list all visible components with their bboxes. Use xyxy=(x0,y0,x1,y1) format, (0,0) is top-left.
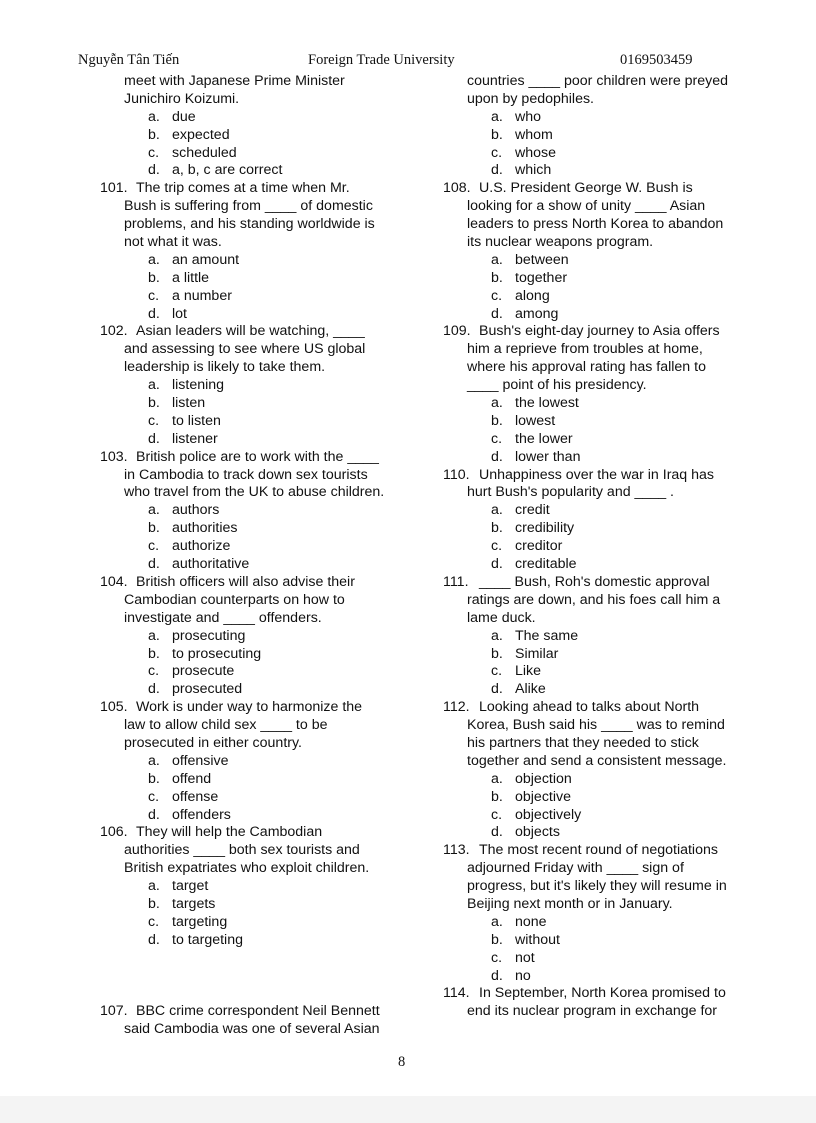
question-number: 108. xyxy=(443,180,471,197)
option-letter: a. xyxy=(148,108,160,125)
option-letter: a. xyxy=(491,627,503,644)
option-text: prosecuted xyxy=(172,681,243,698)
option-text: offensive xyxy=(172,752,229,769)
header-author: Nguyễn Tân Tiến xyxy=(78,52,180,68)
option-letter: d. xyxy=(148,162,160,179)
header-school: Foreign Trade University xyxy=(308,52,455,68)
question-text: Work is under way to harmonize the xyxy=(136,699,363,716)
option-text: offend xyxy=(172,770,212,787)
question-text-line: progress, but it's likely they will resume in xyxy=(467,878,727,895)
answer-option xyxy=(100,789,400,807)
option-text: a little xyxy=(172,269,210,286)
answer-option xyxy=(443,413,743,431)
option-letter: d. xyxy=(491,556,503,573)
question-text-line: together and send a consistent message. xyxy=(467,752,727,769)
option-text: authors xyxy=(172,502,220,519)
option-text: offenders xyxy=(172,806,231,823)
question-text-line: him a reprieve from troubles at home, xyxy=(467,341,703,358)
question-text-line: meet with Japanese Prime Minister xyxy=(124,73,345,89)
option-letter: c. xyxy=(148,788,160,805)
option-letter: b. xyxy=(491,412,503,429)
option-letter: a. xyxy=(148,377,160,394)
question-text-line: his partners that they needed to stick xyxy=(467,734,699,751)
header-phone: 0169503459 xyxy=(620,52,693,68)
option-text: to targeting xyxy=(172,931,243,948)
option-text: among xyxy=(515,305,559,322)
option-text: objection xyxy=(515,770,572,787)
option-text: prosecuting xyxy=(172,627,246,644)
question-text-line: Junichiro Koizumi. xyxy=(124,90,240,107)
option-text: creditor xyxy=(515,538,563,555)
option-text: Similar xyxy=(515,645,559,662)
option-text: creditable xyxy=(515,556,577,573)
answer-option xyxy=(443,449,743,467)
option-text: credibility xyxy=(515,520,575,537)
answer-option xyxy=(100,413,400,431)
question-text-line: law to allow child sex ____ to be xyxy=(124,717,328,734)
option-text: not xyxy=(515,949,535,966)
option-text: along xyxy=(515,287,550,304)
option-text: the lowest xyxy=(515,395,579,412)
question-text-line: ratings are down, and his foes call him a xyxy=(467,591,721,608)
option-letter: d. xyxy=(148,681,160,698)
answer-option xyxy=(100,628,400,646)
answer-option xyxy=(443,252,743,270)
option-text: due xyxy=(172,108,196,125)
answer-option xyxy=(443,431,743,449)
answer-option xyxy=(100,395,400,413)
option-letter: c. xyxy=(491,144,503,161)
answer-option xyxy=(443,306,743,324)
answer-option xyxy=(443,502,743,520)
option-letter: b. xyxy=(491,126,503,143)
option-text: authorize xyxy=(172,538,231,555)
page-number: 8 xyxy=(398,1054,406,1070)
option-text: expected xyxy=(172,126,230,143)
question-text-line: countries ____ poor children were preyed xyxy=(467,73,729,89)
question-text-line: Korea, Bush said his ____ was to remind xyxy=(467,717,725,734)
option-text: credit xyxy=(515,502,550,519)
question-text: Looking ahead to talks about North xyxy=(479,699,700,716)
option-text: target xyxy=(172,878,209,895)
question-text-line: not what it was. xyxy=(124,234,222,251)
question-number: 107. xyxy=(100,1003,128,1020)
option-letter: b. xyxy=(148,269,160,286)
answer-option xyxy=(100,306,400,324)
question-text: Unhappiness over the war in Iraq has xyxy=(479,466,715,483)
option-letter: b. xyxy=(491,931,503,948)
answer-option xyxy=(443,646,743,664)
option-text: to prosecuting xyxy=(172,645,262,662)
question-text-line: and assessing to see where US global xyxy=(124,341,366,358)
option-letter: c. xyxy=(148,663,160,680)
question-text-line: adjourned Friday with ____ sign of xyxy=(467,860,684,877)
question-text: British police are to work with the ____ xyxy=(136,448,379,465)
answer-option xyxy=(443,109,743,127)
answer-option xyxy=(100,377,400,395)
answer-option xyxy=(100,520,400,538)
question-text-line: its nuclear weapons program. xyxy=(467,234,654,251)
option-letter: b. xyxy=(491,788,503,805)
option-letter: d. xyxy=(148,806,160,823)
option-letter: c. xyxy=(148,538,160,555)
option-text: who xyxy=(515,108,542,125)
question-first-line xyxy=(100,1003,400,1021)
question-text-line: authorities ____ both sex tourists and xyxy=(124,842,360,859)
answer-option xyxy=(100,109,400,127)
option-letter: d. xyxy=(491,967,503,984)
question-number: 110. xyxy=(443,466,470,483)
option-letter: d. xyxy=(491,824,503,841)
option-text: to listen xyxy=(172,412,221,429)
option-letter: c. xyxy=(148,412,160,429)
option-text: targets xyxy=(172,895,216,912)
question-text: The trip comes at a time when Mr. xyxy=(136,180,350,197)
question-first-line xyxy=(443,842,743,860)
option-letter: a. xyxy=(491,502,503,519)
question-number: 106. xyxy=(100,824,128,841)
option-text: none xyxy=(515,913,547,930)
option-letter: c. xyxy=(491,949,503,966)
option-text: authoritative xyxy=(172,556,250,573)
answer-option xyxy=(100,252,400,270)
option-letter: a. xyxy=(491,913,503,930)
answer-option xyxy=(443,395,743,413)
option-letter: c. xyxy=(491,806,503,823)
answer-option xyxy=(443,807,743,825)
question-number: 112. xyxy=(443,699,470,716)
option-letter: a. xyxy=(491,251,503,268)
option-text: together xyxy=(515,269,568,286)
answer-option xyxy=(443,932,743,950)
option-letter: c. xyxy=(491,538,503,555)
question-text-line: Beijing next month or in January. xyxy=(467,895,673,912)
answer-option xyxy=(100,807,400,825)
question-text-line: said Cambodia was one of several Asian xyxy=(124,1021,380,1038)
option-letter: a. xyxy=(148,502,160,519)
answer-option xyxy=(443,914,743,932)
question-text-line: leaders to press North Korea to abandon xyxy=(467,216,724,233)
option-text: listener xyxy=(172,430,218,447)
option-text: the lower xyxy=(515,430,573,447)
answer-option xyxy=(100,162,400,180)
option-text: a, b, c are correct xyxy=(172,162,283,179)
question-text-line: prosecuted in either country. xyxy=(124,734,302,751)
answer-option xyxy=(443,663,743,681)
page-header xyxy=(0,52,816,70)
option-letter: d. xyxy=(491,305,503,322)
question-number: 104. xyxy=(100,573,128,590)
option-letter: a. xyxy=(491,395,503,412)
question-first-line xyxy=(100,180,400,198)
answer-option xyxy=(443,681,743,699)
option-letter: b. xyxy=(148,395,160,412)
question-first-line xyxy=(100,699,400,717)
question-text-line: Bush is suffering from ____ of domestic xyxy=(124,198,373,215)
option-text: objectively xyxy=(515,806,582,823)
option-letter: c. xyxy=(148,144,160,161)
question-text-line: hurt Bush's popularity and ____ . xyxy=(467,484,674,501)
question-first-line xyxy=(443,574,743,592)
answer-option xyxy=(100,431,400,449)
option-text: prosecute xyxy=(172,663,235,680)
option-letter: d. xyxy=(148,931,160,948)
answer-option xyxy=(443,556,743,574)
answer-option xyxy=(100,932,400,950)
question-number: 109. xyxy=(443,323,471,340)
option-letter: b. xyxy=(148,520,160,537)
answer-option xyxy=(100,681,400,699)
option-letter: a. xyxy=(148,251,160,268)
option-text: lower than xyxy=(515,448,581,465)
option-letter: c. xyxy=(491,287,503,304)
question-text: ____ Bush, Roh's domestic approval xyxy=(479,573,710,590)
answer-option xyxy=(100,771,400,789)
question-text-line: upon by pedophiles. xyxy=(467,90,595,107)
question-number: 101. xyxy=(100,180,128,197)
option-letter: b. xyxy=(148,645,160,662)
question-text-line: in Cambodia to track down sex tourists xyxy=(124,466,368,483)
option-text: between xyxy=(515,251,569,268)
option-text: lot xyxy=(172,305,187,322)
question-number: 105. xyxy=(100,699,128,716)
option-text: no xyxy=(515,967,531,984)
question-number: 103. xyxy=(100,448,128,465)
option-letter: a. xyxy=(491,108,503,125)
answer-option xyxy=(100,127,400,145)
question-first-line xyxy=(443,180,743,198)
answer-option xyxy=(100,502,400,520)
answer-option xyxy=(100,914,400,932)
answer-option xyxy=(100,538,400,556)
question-first-line xyxy=(443,467,743,485)
question-text-line: looking for a show of unity ____ Asian xyxy=(467,198,706,215)
option-text: targeting xyxy=(172,913,228,930)
answer-option xyxy=(100,288,400,306)
question-text-line: end its nuclear program in exchange for xyxy=(467,1003,717,1020)
column-gap xyxy=(100,950,400,1004)
option-letter: a. xyxy=(148,752,160,769)
right-column xyxy=(443,73,743,1021)
question-first-line xyxy=(443,323,743,341)
question-first-line xyxy=(100,449,400,467)
option-letter: c. xyxy=(148,287,160,304)
question-first-line xyxy=(100,824,400,842)
page-bottom-edge xyxy=(0,1096,816,1123)
option-text: without xyxy=(515,931,560,948)
option-text: listen xyxy=(172,395,206,412)
option-text: offense xyxy=(172,788,219,805)
answer-option xyxy=(443,270,743,288)
option-letter: d. xyxy=(148,556,160,573)
question-text-line: leadership is likely to take them. xyxy=(124,359,326,376)
option-letter: c. xyxy=(491,663,503,680)
question-text-line: investigate and ____ offenders. xyxy=(124,609,322,626)
answer-option xyxy=(443,288,743,306)
option-letter: d. xyxy=(491,681,503,698)
question-text-line: Cambodian counterparts on how to xyxy=(124,591,345,608)
option-text: Alike xyxy=(515,681,546,698)
option-text: whose xyxy=(515,144,557,161)
answer-option xyxy=(443,538,743,556)
answer-option xyxy=(443,127,743,145)
question-first-line xyxy=(100,323,400,341)
question-first-line xyxy=(443,985,743,1003)
question-text-line: ____ point of his presidency. xyxy=(467,377,647,394)
option-letter: d. xyxy=(148,305,160,322)
question-text: The most recent round of negotiations xyxy=(479,842,718,859)
option-letter: b. xyxy=(148,770,160,787)
answer-option xyxy=(443,789,743,807)
option-text: lowest xyxy=(515,412,556,429)
question-number: 111. xyxy=(443,573,469,590)
question-text-line: problems, and his standing worldwide is xyxy=(124,216,375,233)
question-text: They will help the Cambodian xyxy=(136,824,323,841)
answer-option xyxy=(443,771,743,789)
option-letter: b. xyxy=(148,895,160,912)
answer-option xyxy=(443,950,743,968)
option-letter: c. xyxy=(148,913,160,930)
option-letter: b. xyxy=(491,520,503,537)
question-text: BBC crime correspondent Neil Bennett xyxy=(136,1003,380,1020)
option-letter: c. xyxy=(491,430,503,447)
option-text: a number xyxy=(172,287,232,304)
option-text: objective xyxy=(515,788,571,805)
option-letter: d. xyxy=(148,430,160,447)
option-text: which xyxy=(515,162,552,179)
option-text: The same xyxy=(515,627,579,644)
answer-option xyxy=(443,824,743,842)
question-first-line xyxy=(443,699,743,717)
answer-option xyxy=(100,646,400,664)
answer-option xyxy=(100,896,400,914)
question-text: In September, North Korea promised to xyxy=(479,985,726,1002)
option-text: authorities xyxy=(172,520,238,537)
question-text: Bush's eight-day journey to Asia offers xyxy=(479,323,720,340)
question-text-line: where his approval rating has fallen to xyxy=(467,359,706,376)
option-letter: d. xyxy=(491,448,503,465)
answer-option xyxy=(100,270,400,288)
question-text-line: lame duck. xyxy=(467,609,536,626)
option-letter: a. xyxy=(148,627,160,644)
question-number: 113. xyxy=(443,842,470,859)
question-text-line: who travel from the UK to abuse children. xyxy=(124,484,385,501)
option-text: scheduled xyxy=(172,144,237,161)
question-text: British officers will also advise their xyxy=(136,573,355,590)
option-letter: a. xyxy=(491,770,503,787)
answer-option xyxy=(443,520,743,538)
option-text: Like xyxy=(515,663,542,680)
answer-option xyxy=(443,628,743,646)
left-column xyxy=(100,73,400,1039)
option-letter: b. xyxy=(491,645,503,662)
option-letter: a. xyxy=(148,878,160,895)
answer-option xyxy=(100,878,400,896)
question-number: 114. xyxy=(443,985,470,1002)
option-text: an amount xyxy=(172,251,240,268)
option-text: objects xyxy=(515,824,560,841)
question-number: 102. xyxy=(100,323,128,340)
option-letter: b. xyxy=(148,126,160,143)
question-text-line: British expatriates who exploit children. xyxy=(124,860,370,877)
answer-option xyxy=(100,145,400,163)
answer-option xyxy=(100,753,400,771)
question-text: U.S. President George W. Bush is xyxy=(479,180,693,197)
question-text: Asian leaders will be watching, ____ xyxy=(136,323,365,340)
answer-option xyxy=(443,162,743,180)
option-text: whom xyxy=(515,126,553,143)
question-first-line xyxy=(100,574,400,592)
answer-option xyxy=(100,663,400,681)
option-letter: b. xyxy=(491,269,503,286)
answer-option xyxy=(443,145,743,163)
option-letter: d. xyxy=(491,162,503,179)
answer-option xyxy=(443,968,743,986)
answer-option xyxy=(100,556,400,574)
option-text: listening xyxy=(172,377,225,394)
